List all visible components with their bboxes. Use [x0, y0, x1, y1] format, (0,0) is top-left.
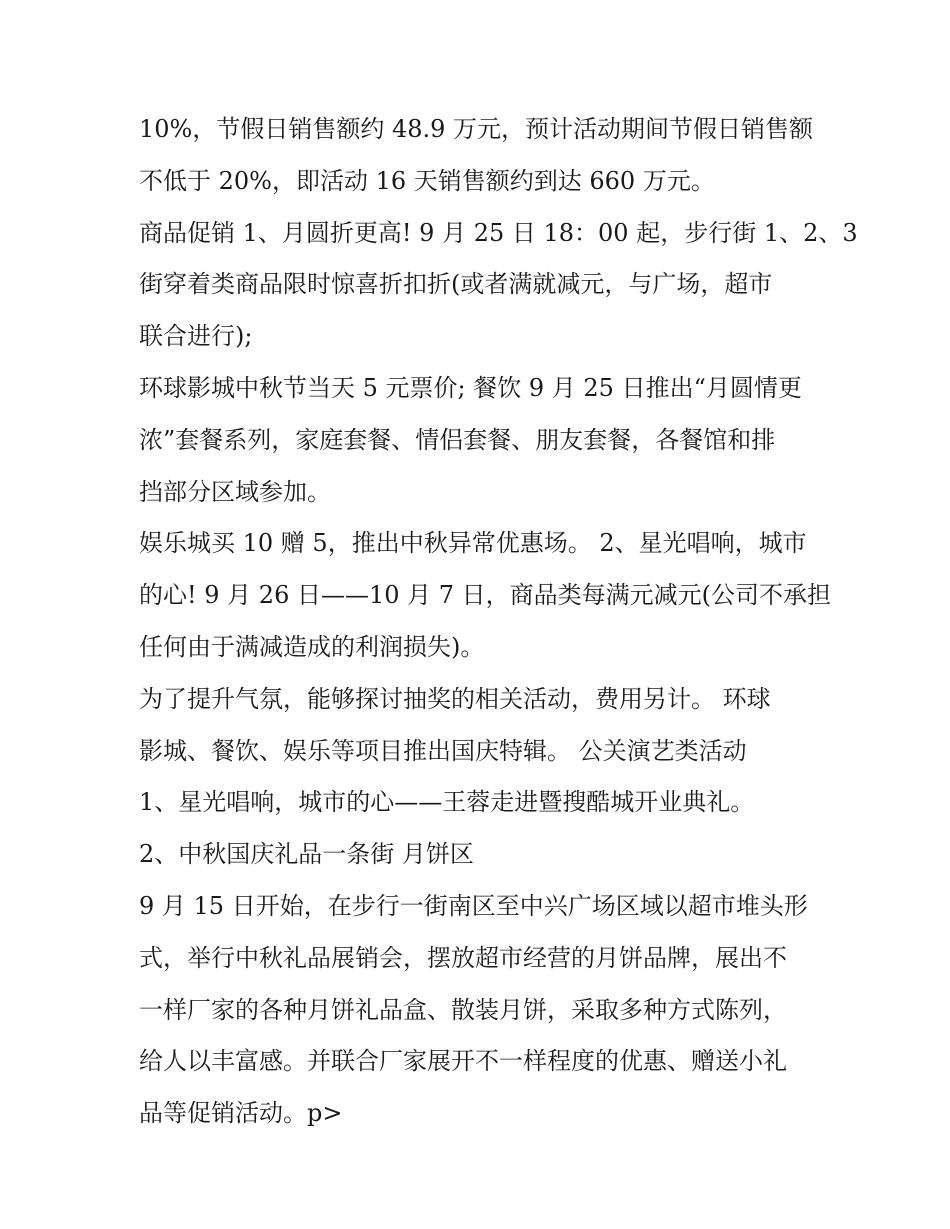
text-line: 一样厂家的各种月饼礼品盒、散装月饼，采取多种方式陈列，	[139, 995, 787, 1024]
text-line: 为了提升气氛，能够探讨抽奖的相关活动，费用另计。 环球	[139, 684, 771, 713]
text-line: 2、中秋国庆礼品一条街 月饼区	[139, 840, 474, 869]
text-line: 环球影城中秋节当天 5 元票价; 餐饮 9 月 25 日推出“月圆情更	[139, 373, 802, 402]
text-line: 式，举行中秋礼品展销会，摆放超市经营的月饼品牌，展出不	[139, 943, 787, 972]
text-line: 联合进行);	[139, 322, 253, 351]
text-line: 浓”套餐系列，家庭套餐、情侣套餐、朋友套餐，各餐馆和排	[139, 425, 776, 454]
text-line: 1、星光唱响，城市的心——王蓉走进暨搜酷城开业典礼。	[139, 788, 755, 817]
text-line: 的心! 9 月 26 日——10 月 7 日，商品类每满元减元(公司不承担	[139, 581, 832, 610]
text-line: 品等促销活动。p>	[139, 1099, 343, 1128]
text-line: 任何由于满减造成的利润损失)。	[139, 632, 485, 661]
text-line: 不低于 20%，即活动 16 天销售额约到达 660 万元。	[139, 166, 715, 195]
text-line: 影城、餐饮、娱乐等项目推出国庆特辑。 公关演艺类活动	[139, 736, 747, 765]
text-line: 街穿着类商品限时惊喜折扣折(或者满就减元，与广场，超市	[139, 270, 773, 299]
text-line: 娱乐城买 10 赠 5，推出中秋异常优惠场。 2、星光唱响，城市	[139, 529, 807, 558]
text-line: 10%，节假日销售额约 48.9 万元，预计活动期间节假日销售额	[139, 115, 814, 143]
text-line: 商品促销 1、月圆折更高! 9 月 25 日 18：00 起，步行街 1、2、3	[139, 218, 858, 247]
text-line: 9 月 15 日开始，在步行一街南区至中兴广场区域以超市堆头形	[139, 891, 808, 920]
text-line: 挡部分区域参加。	[139, 477, 331, 506]
document-body	[139, 104, 858, 1140]
text-line: 给人以丰富感。并联合厂家展开不一样程度的优惠、赠送小礼	[139, 1047, 787, 1076]
